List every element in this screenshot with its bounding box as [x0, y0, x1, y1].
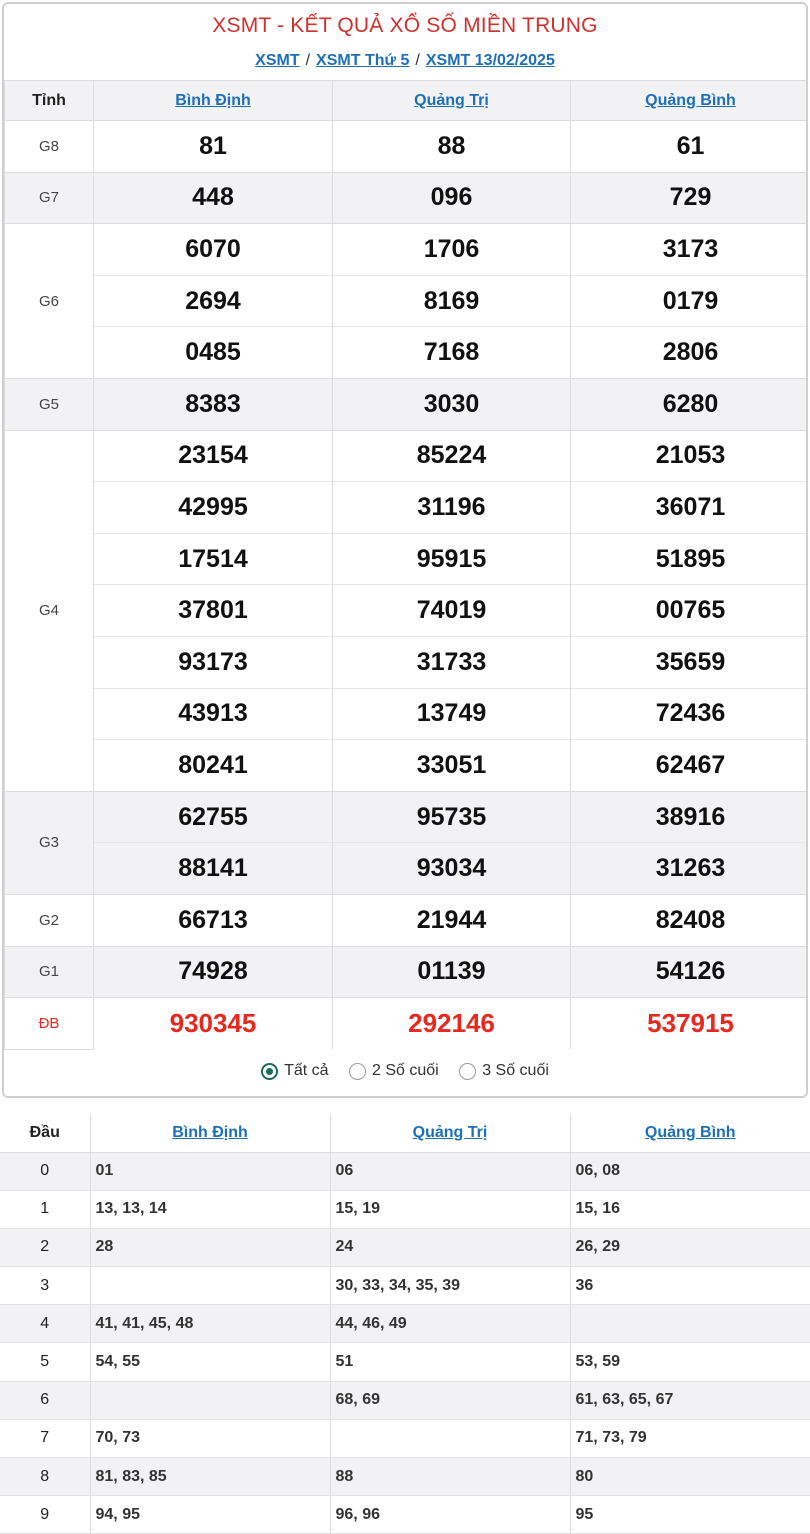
prize-number: 54126 [571, 946, 809, 998]
radio-icon[interactable] [459, 1063, 476, 1080]
loto-row [0, 1152, 810, 1190]
loto-values: 41, 41, 45, 48 [90, 1305, 330, 1343]
province-link-quang-binh[interactable]: Quảng Bình [645, 91, 736, 109]
loto-head-digit: 2 [0, 1228, 90, 1266]
loto-head-column-header: Đầu [0, 1114, 90, 1152]
breadcrumb [4, 52, 806, 70]
loto-values: 36 [570, 1267, 810, 1305]
prize-number: 8383 [94, 378, 333, 430]
prize-number: 51895 [571, 533, 809, 585]
prize-number: 42995 [94, 482, 333, 534]
loto-table [0, 1114, 810, 1534]
province-link-quang-tri[interactable]: Quảng Trị [414, 91, 489, 109]
prize-number: 95915 [333, 533, 571, 585]
prize-row [5, 740, 809, 792]
loto-head-digit: 8 [0, 1458, 90, 1496]
prize-number: 6070 [94, 224, 333, 276]
loto-values: 61, 63, 65, 67 [570, 1381, 810, 1419]
prize-number: 7168 [333, 327, 571, 379]
prize-row [5, 894, 809, 946]
filter-3-digits[interactable]: 3 Số cuối [459, 1062, 549, 1080]
breadcrumb-xsmt[interactable]: XSMT [255, 52, 300, 69]
loto-values: 70, 73 [90, 1419, 330, 1457]
loto-values: 28 [90, 1228, 330, 1266]
loto-values: 44, 46, 49 [330, 1305, 570, 1343]
loto-values: 54, 55 [90, 1343, 330, 1381]
loto-values: 01 [90, 1152, 330, 1190]
loto-row [0, 1496, 810, 1534]
loto-row [0, 1228, 810, 1266]
loto-values [330, 1419, 570, 1457]
loto-values: 24 [330, 1228, 570, 1266]
loto-row [0, 1381, 810, 1419]
prize-row [5, 791, 809, 843]
prize-number: 292146 [333, 998, 571, 1050]
prize-number: 096 [333, 172, 571, 224]
loto-values: 71, 73, 79 [570, 1419, 810, 1457]
prize-number: 8169 [333, 275, 571, 327]
prize-number: 80241 [94, 740, 333, 792]
loto-province-link-quang-tri[interactable]: Quảng Trị [412, 1123, 488, 1141]
prize-row [5, 636, 809, 688]
prize-number: 62755 [94, 791, 333, 843]
loto-values: 96, 96 [330, 1496, 570, 1534]
prize-row [5, 843, 809, 895]
loto-values: 26, 29 [570, 1228, 810, 1266]
prize-number: 3030 [333, 378, 571, 430]
filter-2-digits[interactable]: 2 Số cuối [349, 1062, 439, 1080]
prize-row [5, 533, 809, 585]
prize-number: 21944 [333, 894, 571, 946]
prize-number: 21053 [571, 430, 809, 482]
loto-values: 06, 08 [570, 1152, 810, 1190]
loto-values: 13, 13, 14 [90, 1190, 330, 1228]
province-link-binh-dinh[interactable]: Bình Định [175, 91, 251, 109]
prize-number: 38916 [571, 791, 809, 843]
loto-head-digit: 1 [0, 1190, 90, 1228]
prize-label: G3 [5, 791, 94, 894]
prize-row [5, 482, 809, 534]
loto-province-link-quang-binh[interactable]: Quảng Bình [644, 1123, 736, 1141]
prize-row [5, 688, 809, 740]
prize-row [5, 998, 809, 1050]
loto-values: 80 [570, 1458, 810, 1496]
prize-label: G2 [5, 894, 94, 946]
results-table [4, 80, 808, 1050]
prize-number: 31263 [571, 843, 809, 895]
breadcrumb-xsmt-date[interactable]: XSMT 13/02/2025 [425, 52, 555, 69]
prize-number: 43913 [94, 688, 333, 740]
prize-number: 88 [333, 121, 571, 173]
prize-number: 74019 [333, 585, 571, 637]
prize-number: 72436 [571, 688, 809, 740]
prize-row [5, 121, 809, 173]
loto-values: 81, 83, 85 [90, 1458, 330, 1496]
loto-head-digit: 3 [0, 1267, 90, 1305]
prize-number: 2694 [94, 275, 333, 327]
prize-number: 93034 [333, 843, 571, 895]
prize-number: 35659 [571, 636, 809, 688]
loto-values: 94, 95 [90, 1496, 330, 1534]
loto-head-digit: 7 [0, 1419, 90, 1457]
prize-label: G6 [5, 224, 94, 379]
prize-number: 37801 [94, 585, 333, 637]
loto-head-digit: 9 [0, 1496, 90, 1534]
prize-number: 62467 [571, 740, 809, 792]
loto-row [0, 1458, 810, 1496]
prize-label: G7 [5, 172, 94, 224]
breadcrumb-xsmt-thu5[interactable]: XSMT Thứ 5 [316, 52, 410, 69]
loto-values: 51 [330, 1343, 570, 1381]
prize-number: 93173 [94, 636, 333, 688]
loto-values: 88 [330, 1458, 570, 1496]
loto-values: 06 [330, 1152, 570, 1190]
prize-number: 930345 [94, 998, 333, 1050]
prize-row [5, 430, 809, 482]
loto-row [0, 1419, 810, 1457]
loto-values: 53, 59 [570, 1343, 810, 1381]
prize-number: 82408 [571, 894, 809, 946]
loto-values [90, 1267, 330, 1305]
province-column-header: Tỉnh [5, 81, 94, 121]
radio-selected-icon[interactable] [261, 1063, 278, 1080]
prize-number: 13749 [333, 688, 571, 740]
loto-values [570, 1305, 810, 1343]
prize-label: G1 [5, 946, 94, 998]
prize-row [5, 946, 809, 998]
prize-number: 31733 [333, 636, 571, 688]
loto-head-digit: 0 [0, 1152, 90, 1190]
prize-label: G4 [5, 430, 94, 791]
prize-number: 74928 [94, 946, 333, 998]
prize-number: 1706 [333, 224, 571, 276]
prize-row [5, 378, 809, 430]
prize-row [5, 224, 809, 276]
filter-all[interactable]: Tất cả [261, 1062, 328, 1080]
prize-number: 36071 [571, 482, 809, 534]
prize-number: 31196 [333, 482, 571, 534]
prize-number: 3173 [571, 224, 809, 276]
prize-label: G8 [5, 121, 94, 173]
prize-number: 0485 [94, 327, 333, 379]
prize-number: 33051 [333, 740, 571, 792]
prize-number: 61 [571, 121, 809, 173]
loto-province-link-binh-dinh[interactable]: Bình Định [172, 1123, 248, 1141]
loto-values: 68, 69 [330, 1381, 570, 1419]
loto-values: 30, 33, 34, 35, 39 [330, 1267, 570, 1305]
loto-head-digit: 5 [0, 1343, 90, 1381]
prize-number: 2806 [571, 327, 809, 379]
prize-number: 448 [94, 172, 333, 224]
loto-head-digit: 6 [0, 1381, 90, 1419]
prize-row [5, 327, 809, 379]
prize-row [5, 275, 809, 327]
prize-number: 729 [571, 172, 809, 224]
radio-icon[interactable] [349, 1063, 366, 1080]
prize-number: 85224 [333, 430, 571, 482]
digit-filter [4, 1062, 806, 1085]
prize-number: 0179 [571, 275, 809, 327]
prize-number: 17514 [94, 533, 333, 585]
prize-number: 66713 [94, 894, 333, 946]
prize-number: 537915 [571, 998, 809, 1050]
prize-label: ĐB [5, 998, 94, 1050]
loto-head-digit: 4 [0, 1305, 90, 1343]
prize-number: 23154 [94, 430, 333, 482]
loto-row [0, 1267, 810, 1305]
prize-number: 88141 [94, 843, 333, 895]
breadcrumb-separator: / [305, 52, 311, 69]
loto-row [0, 1305, 810, 1343]
prize-number: 01139 [333, 946, 571, 998]
loto-values: 95 [570, 1496, 810, 1534]
loto-values: 15, 19 [330, 1190, 570, 1228]
prize-number: 6280 [571, 378, 809, 430]
loto-row [0, 1190, 810, 1228]
results-card [2, 2, 808, 1098]
prize-number: 00765 [571, 585, 809, 637]
breadcrumb-separator: / [415, 52, 420, 69]
prize-row [5, 585, 809, 637]
prize-row [5, 172, 809, 224]
prize-label: G5 [5, 378, 94, 430]
loto-row [0, 1343, 810, 1381]
page-title: XSMT - KẾT QUẢ XỔ SỐ MIỀN TRUNG [212, 14, 598, 37]
prize-number: 95735 [333, 791, 571, 843]
prize-number: 81 [94, 121, 333, 173]
loto-values: 15, 16 [570, 1190, 810, 1228]
loto-values [90, 1381, 330, 1419]
